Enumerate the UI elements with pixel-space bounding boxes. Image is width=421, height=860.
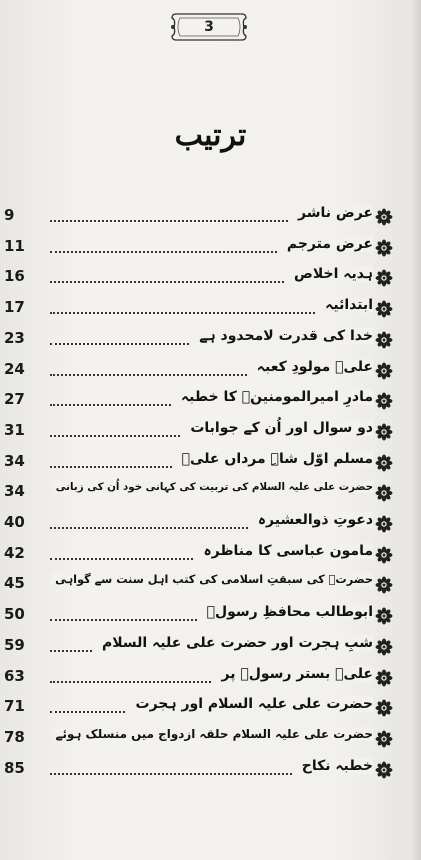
dot-leader (50, 773, 292, 775)
toc-entry-title: مادرِ امیرالمومنینؑ کا خطبہ (177, 389, 373, 405)
toc-entry-title: حضرت علی علیہ السلام اور ہجرت (132, 696, 374, 712)
toc-entry (0, 263, 421, 293)
toc-entry (0, 632, 421, 662)
toc-page-number: 17 (4, 298, 25, 317)
toc-page-number: 71 (4, 697, 25, 716)
toc-entry-title: دو سوال اور اُن کے جوابات (186, 420, 373, 436)
flower-bullet-icon (375, 730, 393, 748)
dot-leader (50, 558, 193, 560)
toc-entry-title: مامون عباسی کا مناظرہ (199, 543, 373, 559)
toc-entry (0, 663, 421, 693)
page-title: ترتیب (174, 118, 247, 153)
toc-page-number: 31 (4, 420, 25, 439)
dot-leader (50, 281, 284, 283)
toc-page-number: 63 (4, 666, 25, 685)
flower-bullet-icon (375, 331, 393, 349)
toc-entry-title: مسلم اوّل شاہِ مرداں علیؑ (178, 451, 373, 467)
toc-page-number: 40 (4, 513, 25, 531)
toc-entry-title: علیؑ مولودِ کعبہ (253, 359, 373, 375)
toc-entry-title: دعوتِ ذوالعشیرہ (254, 512, 373, 528)
toc-entry-title: خدا کی قدرت لامحدود ہے (195, 328, 373, 344)
toc-entry-title: ہدیہ اخلاص (290, 266, 373, 282)
flower-bullet-icon (375, 392, 393, 410)
dot-leader (50, 466, 172, 468)
toc-entry (0, 478, 421, 508)
flower-bullet-icon (375, 638, 393, 656)
toc-page-number: 11 (4, 236, 25, 255)
toc-entry (0, 509, 421, 539)
flower-bullet-icon (375, 607, 393, 625)
flower-bullet-icon (375, 699, 393, 717)
toc-entry-title: ابوطالب محافظِ رسولؐ (203, 604, 373, 620)
toc-entry (0, 325, 421, 355)
toc-page-number: 34 (4, 451, 25, 470)
toc-entry-title: علیؑ بستر رسولؐ پر (217, 666, 373, 682)
flower-bullet-icon (375, 454, 393, 472)
toc-page-number: 16 (4, 267, 25, 286)
dot-leader (50, 681, 211, 683)
flower-bullet-icon (375, 300, 393, 318)
toc-page-number: 50 (4, 605, 25, 624)
toc-entry (0, 386, 421, 416)
flower-bullet-icon (375, 239, 393, 257)
toc-entry (0, 356, 421, 386)
toc-page-number: 34 (4, 482, 25, 501)
dot-leader (50, 343, 189, 345)
dot-leader (50, 650, 92, 652)
toc-entry (0, 724, 421, 754)
toc-page-number: 78 (4, 727, 25, 746)
toc-page-number: 42 (4, 543, 25, 562)
toc-entry (0, 202, 421, 232)
toc-entry (0, 540, 421, 570)
toc-page-number: 9 (4, 206, 15, 224)
dot-leader (50, 374, 247, 376)
flower-bullet-icon (375, 362, 393, 380)
dot-leader (50, 527, 248, 529)
toc-page-number: 27 (4, 390, 25, 409)
flower-bullet-icon (375, 576, 393, 594)
toc-entry-title: حضرت علی علیہ السلام حلقہ ازدواج میں منسلک ہوئے (52, 727, 373, 741)
flower-bullet-icon (375, 423, 393, 441)
toc-entry-title: حضرت علی علیہ السلام کی تربیت کی کہانی خود اُن کی زبانی (52, 481, 373, 493)
page-edge-shadow (411, 0, 421, 860)
toc-entry (0, 601, 421, 631)
flower-bullet-icon (375, 546, 393, 564)
flower-bullet-icon (375, 761, 393, 779)
toc-entry (0, 294, 421, 324)
toc-page-number: 59 (4, 635, 25, 654)
dot-leader (50, 404, 171, 406)
dot-leader (50, 435, 180, 437)
dot-leader (50, 711, 125, 713)
page-number: 3 (204, 19, 214, 35)
flower-bullet-icon (375, 269, 393, 287)
toc-entry (0, 755, 421, 785)
toc-page-number: 23 (4, 328, 25, 347)
toc-entry (0, 570, 421, 600)
toc-entry (0, 233, 421, 263)
flower-bullet-icon (375, 669, 393, 687)
toc-entry-title: عرض مترجم (283, 236, 373, 252)
flower-bullet-icon (375, 515, 393, 533)
toc-page-number: 85 (4, 758, 25, 777)
flower-bullet-icon (375, 484, 393, 502)
toc-page-number: 45 (4, 574, 25, 593)
page-number-frame (168, 10, 250, 44)
dot-leader (50, 220, 288, 222)
flower-bullet-icon (375, 208, 393, 226)
dot-leader (50, 312, 315, 314)
toc-entry-title: شبِ ہجرت اور حضرت علی علیہ السلام (98, 635, 373, 651)
dot-leader (50, 619, 197, 621)
toc-entry (0, 417, 421, 447)
toc-entry (0, 448, 421, 478)
toc-entry-title: عرض ناشر (294, 205, 373, 221)
toc-entry (0, 693, 421, 723)
toc-entry-title: حضرتؑ کی سبقتِ اسلامی کی کتب اہل سنت سے گواہی (51, 573, 373, 586)
toc-entry-title: ابتدائیہ (321, 297, 373, 313)
toc-page-number: 24 (4, 359, 25, 378)
toc-entry-title: خطبہ نکاح (298, 758, 373, 774)
dot-leader (50, 251, 277, 253)
